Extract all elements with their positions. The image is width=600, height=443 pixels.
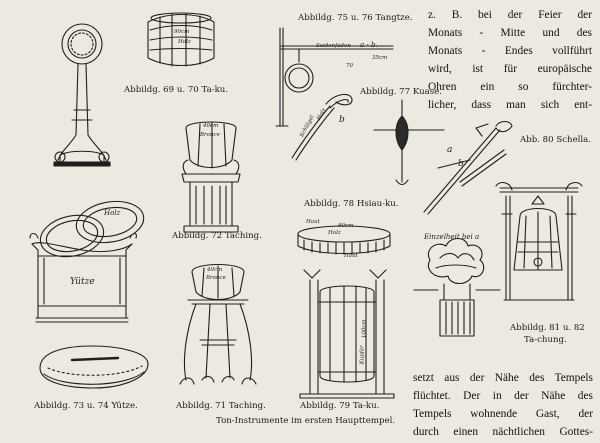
hsiau-band-label: Haut xyxy=(344,253,358,259)
bowl2-dimension-label: 40cm xyxy=(207,267,223,273)
text-column-bottom xyxy=(413,369,593,441)
stick-b-mark: b xyxy=(339,115,345,125)
text-column-top xyxy=(428,6,592,114)
hsiau-ku-band-drawing xyxy=(298,223,390,254)
bowl-material-label: Bronce xyxy=(200,132,220,138)
bowl2-material-label: Bronce xyxy=(206,275,226,281)
bell-ornament-detail-drawing xyxy=(414,239,500,337)
caption-main: Ton-Instrumente im ersten Haupttempel. xyxy=(216,416,396,426)
gong-ab-label: a - b. xyxy=(360,41,378,49)
bowl-dimension-label: 40cm xyxy=(203,123,219,129)
detail-label: Einzelheit bei a xyxy=(424,233,480,241)
taku-dimension-label: 100cm xyxy=(361,319,368,339)
ta-chung-bell-drawing xyxy=(496,183,582,300)
hsiau-top-label: Haut xyxy=(306,219,320,225)
gong-size-label: 70 xyxy=(346,63,353,69)
yuetze-frame-drawing xyxy=(30,196,147,322)
ring-stand-drawing xyxy=(54,24,110,166)
caption-fig-81-82: Abbildg. 81 u. 82 xyxy=(510,323,585,333)
caption-fig-78: Abbildg. 78 Hsiau-ku. xyxy=(304,199,399,209)
taching-tripod-drawing xyxy=(180,265,256,385)
taku-material-label: Kupfer xyxy=(359,345,366,365)
gong-cord-label: Seidenfaden xyxy=(316,43,351,49)
caption-fig-75-76: Abbildg. 75 u. 76 Tangtze. xyxy=(298,13,413,23)
text-line: wird, ist für europäische xyxy=(428,63,592,75)
caption-fig-80: Abb. 80 Schella. xyxy=(520,135,592,145)
ta-ku-frame-drawing xyxy=(300,270,394,398)
rod-b-mark: b xyxy=(458,159,464,169)
text-line: setzt aus der Nähe des Tempels xyxy=(413,372,593,384)
gong-dimension-label: 35cm xyxy=(372,55,388,61)
taching-bowl-stand-drawing xyxy=(182,122,240,232)
caption-fig-72: Abbildg. 72 Taching. xyxy=(172,231,262,241)
caption-fig-77: Abbildg. 77 Kuase. xyxy=(360,87,442,97)
schella-rods-drawing xyxy=(424,122,512,215)
yuetze-name-label: Yütze xyxy=(70,277,95,287)
yuetze-wood-label: Holz xyxy=(104,209,121,217)
text-line: licher, dass man sich ent- xyxy=(428,99,592,111)
text-line: durch einen nächtlichen Gottes- xyxy=(413,426,593,438)
kuase-stick-drawing xyxy=(292,94,352,160)
yuetze-slab-drawing xyxy=(40,346,148,388)
drum-material-label: Holz xyxy=(178,39,191,45)
caption-fig-81-82-name: Ta-chung. xyxy=(524,335,567,345)
text-line: Ohren ein so fürchter- xyxy=(428,81,592,93)
text-line: z. B. bei der Feier der xyxy=(428,9,592,21)
caption-fig-79: Abbildg. 79 Ta-ku. xyxy=(300,401,380,411)
caption-fig-71: Abbildg. 71 Taching. xyxy=(176,401,266,411)
caption-fig-73-74: Abbildg. 73 u. 74 Yütze. xyxy=(34,401,138,411)
caption-fig-69-70: Abbildg. 69 u. 70 Ta-ku. xyxy=(124,85,229,95)
hsiau-side-label: Holz xyxy=(328,230,341,236)
text-line: flüchtet. Der in der Nähe des xyxy=(413,390,593,402)
text-line: Monats - Endes vollführt xyxy=(428,45,592,57)
hsiau-dimension-label: 90cm xyxy=(338,223,354,229)
stick-material-label: Holz xyxy=(316,107,328,122)
rod-a-mark: a xyxy=(447,145,453,155)
schlaegel-label: Schlägel xyxy=(299,114,316,139)
text-line: Monats - Mitte und des xyxy=(428,27,592,39)
text-line: Tempels wohnende Gast, der xyxy=(413,408,593,420)
drum-dimension-label: 90cm xyxy=(174,29,190,35)
